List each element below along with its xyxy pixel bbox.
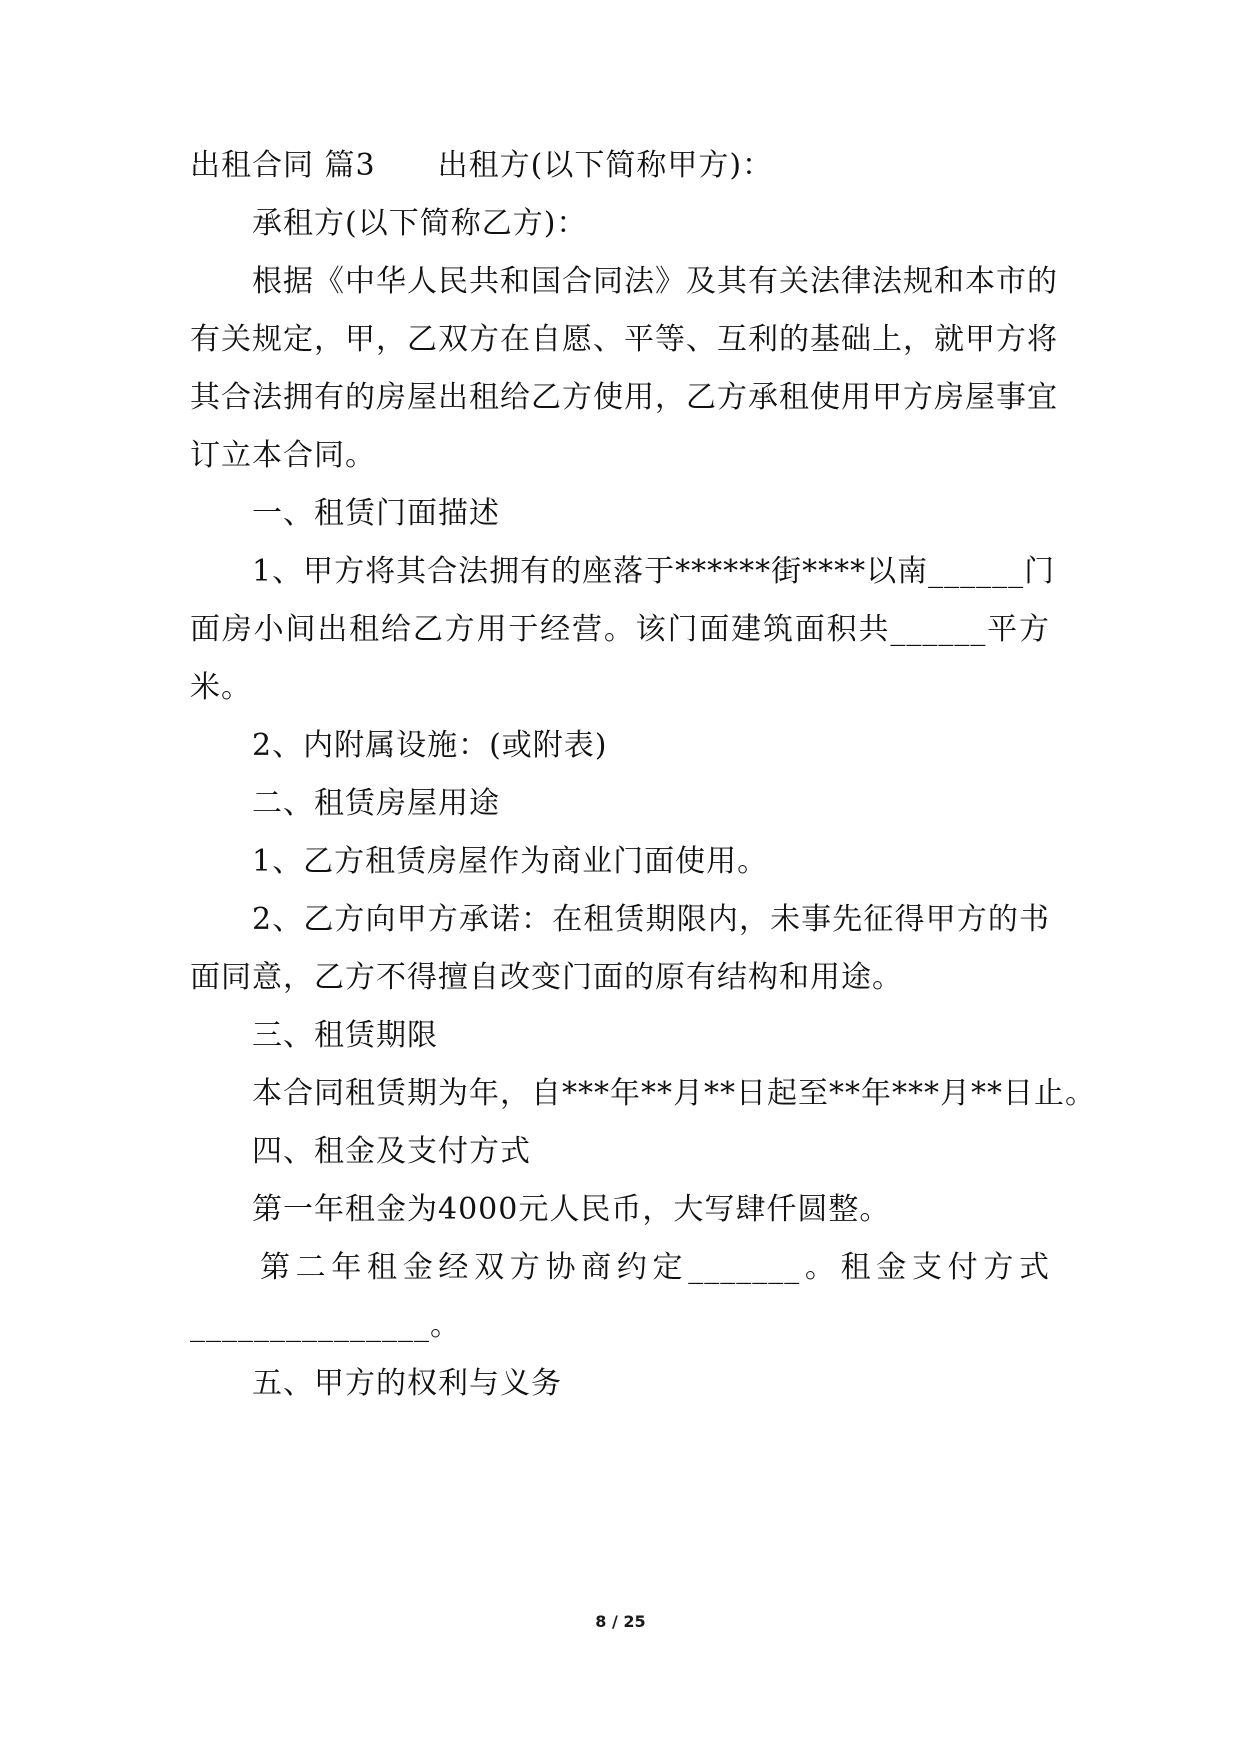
paragraph-line: 订立本合同。	[190, 438, 376, 473]
paragraph-line: 其合法拥有的房屋出租给乙方使用，乙方承租使用甲方房屋事宜	[190, 380, 1058, 415]
section-heading: 四、租金及支付方式	[252, 1134, 531, 1169]
section-heading: 二、租赁房屋用途	[252, 786, 500, 821]
page-number: 8 / 25	[595, 1612, 646, 1631]
document-title: 出租合同 篇3	[190, 148, 376, 183]
paragraph-line: 有关规定，甲，乙双方在自愿、平等、互利的基础上，就甲方将	[190, 322, 1058, 357]
paragraph-line: 本合同租赁期为年，自***年**月**日起至**年***月**日止。	[252, 1076, 1096, 1111]
section-heading: 三、租赁期限	[252, 1018, 438, 1053]
paragraph-line: 第二年租金经双方协商约定_______。租金支付方式	[260, 1250, 1050, 1285]
section-heading: 五、甲方的权利与义务	[252, 1366, 562, 1401]
paragraph-line: 面同意，乙方不得擅自改变门面的原有结构和用途。	[190, 960, 903, 995]
section-heading: 一、租赁门面描述	[252, 496, 500, 531]
document-first-line	[190, 146, 1050, 186]
paragraph-line: 第一年租金为4000元人民币，大写肆仟圆整。	[252, 1192, 891, 1227]
paragraph-line: 1、甲方将其合法拥有的座落于******街****以南______门	[252, 554, 1056, 589]
paragraph-line: _______________。	[190, 1308, 461, 1343]
paragraph-line: 2、内附属设施：(或附表)	[252, 728, 608, 763]
paragraph-line: 米。	[190, 670, 252, 705]
paragraph-line: 根据《中华人民共和国合同法》及其有关法律法规和本市的	[252, 264, 1058, 299]
paragraph-line: 面房小间出租给乙方用于经营。该门面建筑面积共______平方	[190, 612, 1050, 647]
paragraph-line: 2、乙方向甲方承诺：在租赁期限内，未事先征得甲方的书	[252, 902, 1050, 937]
lessee-label: 承租方(以下简称乙方)：	[252, 206, 588, 241]
lessor-label: 出租方(以下简称甲方)：	[437, 148, 774, 183]
paragraph-line: 1、乙方租赁房屋作为商业门面使用。	[252, 844, 769, 879]
